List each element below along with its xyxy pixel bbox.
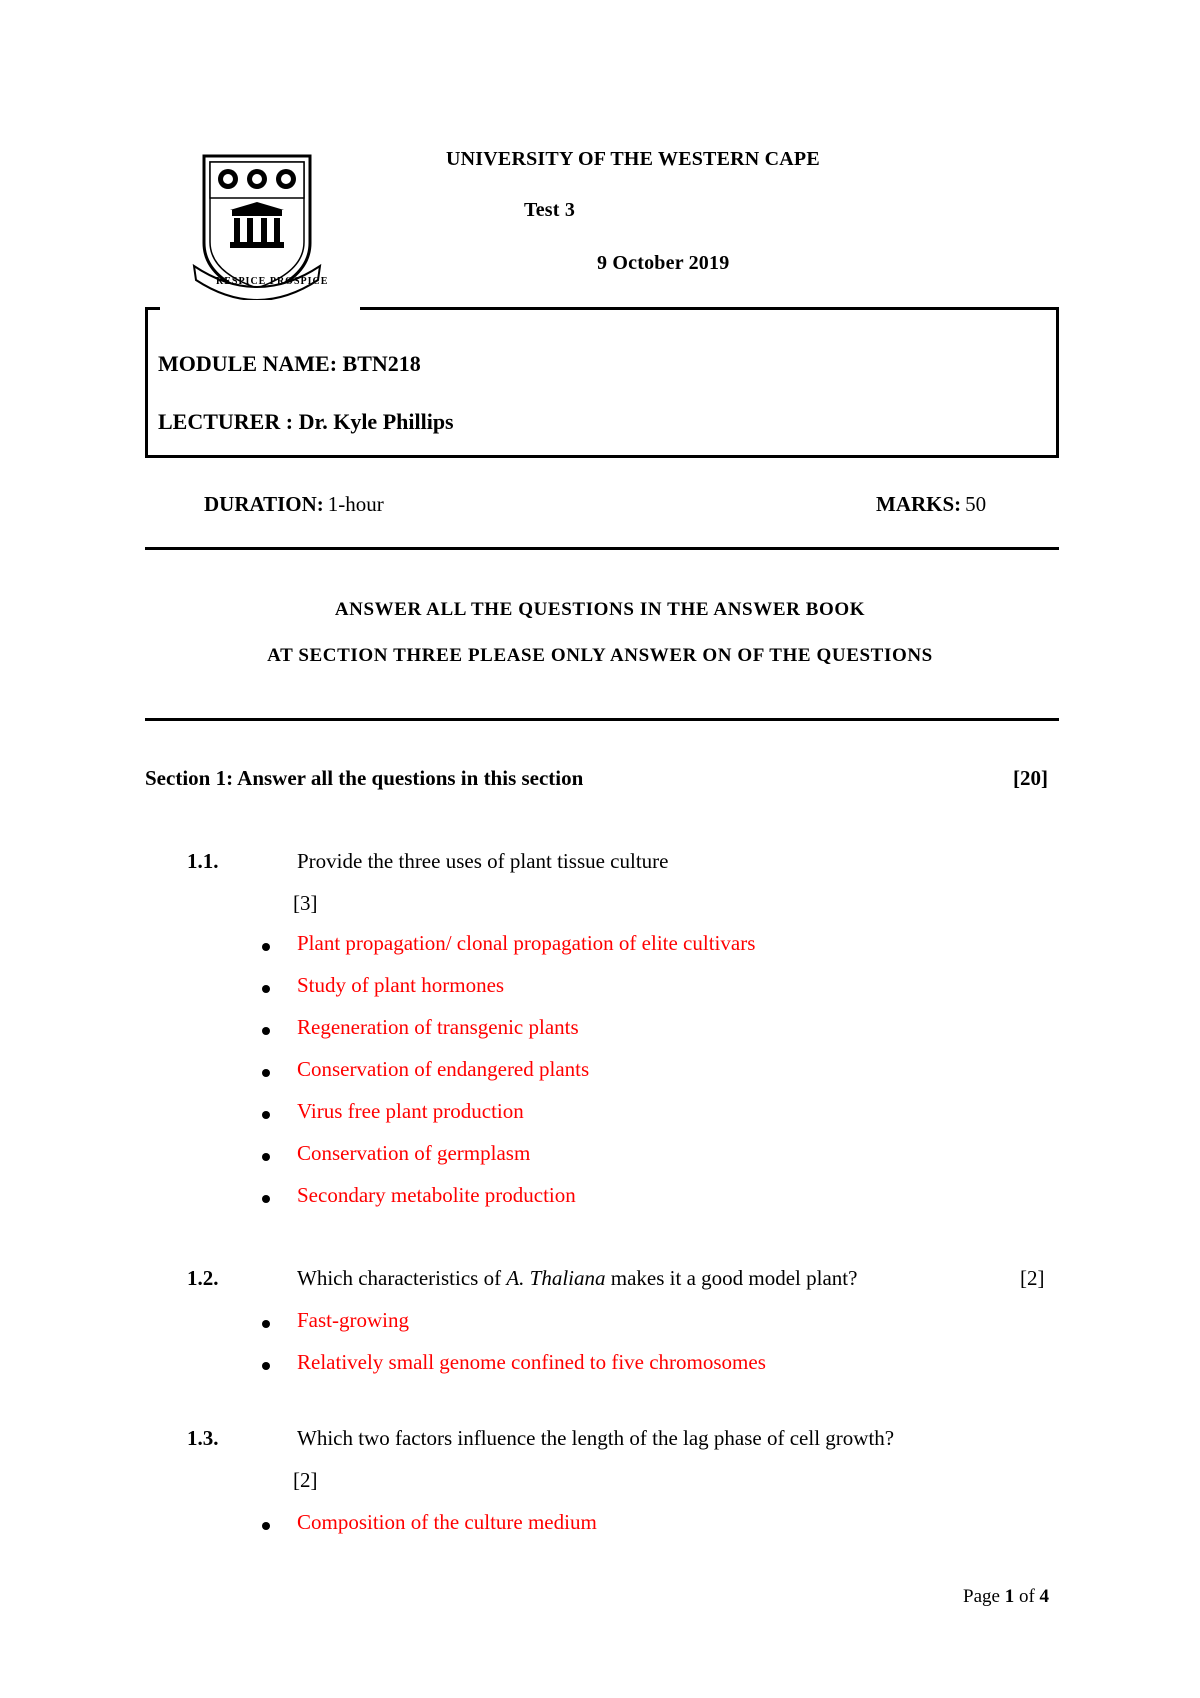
bullet-icon — [262, 1111, 270, 1119]
question-marks: [2] — [293, 1468, 318, 1492]
test-title: Test 3 — [524, 199, 576, 221]
bullet-icon — [262, 1069, 270, 1077]
test-date: 9 October 2019 — [597, 252, 730, 274]
question-text: Which two factors influence the length of the lag phase of cell growth? — [297, 1426, 895, 1450]
page-number: 1 — [1004, 1586, 1015, 1607]
bullet-icon — [262, 1027, 270, 1035]
bullet-icon — [262, 1195, 270, 1203]
section-marks: [20] — [1013, 766, 1048, 790]
bullet-icon — [262, 1320, 270, 1328]
question-text: Provide the three uses of plant tissue culture — [297, 849, 669, 873]
duration-row — [204, 492, 384, 517]
duration-value: 1-hour — [327, 492, 384, 516]
marks-label: MARKS: — [876, 492, 962, 516]
divider — [145, 547, 1059, 550]
section-title: Section 1: Answer all the questions in this section — [145, 766, 584, 790]
divider — [145, 718, 1059, 721]
lecturer-name: LECTURER : Dr. Kyle Phillips — [158, 409, 454, 434]
page-word: Page — [963, 1586, 1000, 1607]
marks-value: 50 — [965, 492, 987, 516]
bullet-icon — [262, 1362, 270, 1370]
page-footer — [963, 1586, 1049, 1608]
university-name: UNIVERSITY OF THE WESTERN CAPE — [446, 148, 820, 170]
module-name: MODULE NAME: BTN218 — [158, 351, 421, 376]
box-gap — [160, 300, 360, 312]
question-marks: [3] — [293, 891, 318, 915]
instruction-2: AT SECTION THREE PLEASE ONLY ANSWER ON OF THE QUESTIONS — [267, 645, 933, 666]
instruction-1: ANSWER ALL THE QUESTIONS IN THE ANSWER BOOK — [334, 599, 866, 620]
question-number: 1.1. — [187, 849, 219, 873]
page-total: 4 — [1039, 1586, 1050, 1607]
module-box — [145, 307, 1059, 458]
question-marks: [2] — [1020, 1266, 1045, 1290]
duration-label: DURATION: — [204, 492, 324, 516]
bullet-icon — [262, 943, 270, 951]
bullet-icon — [262, 985, 270, 993]
of-word: of — [1018, 1586, 1035, 1607]
bullet-icon — [262, 1522, 270, 1530]
crest-motto: RESPICE PROSPICE — [216, 276, 329, 287]
question-number: 1.3. — [187, 1426, 219, 1450]
bullet-icon — [262, 1153, 270, 1161]
question-text: Which characteristics of A. Thaliana makes it a good model plant? — [297, 1266, 858, 1290]
species-name: A. Thaliana — [506, 1266, 606, 1290]
question-number: 1.2. — [187, 1266, 219, 1290]
marks-row — [876, 492, 986, 517]
